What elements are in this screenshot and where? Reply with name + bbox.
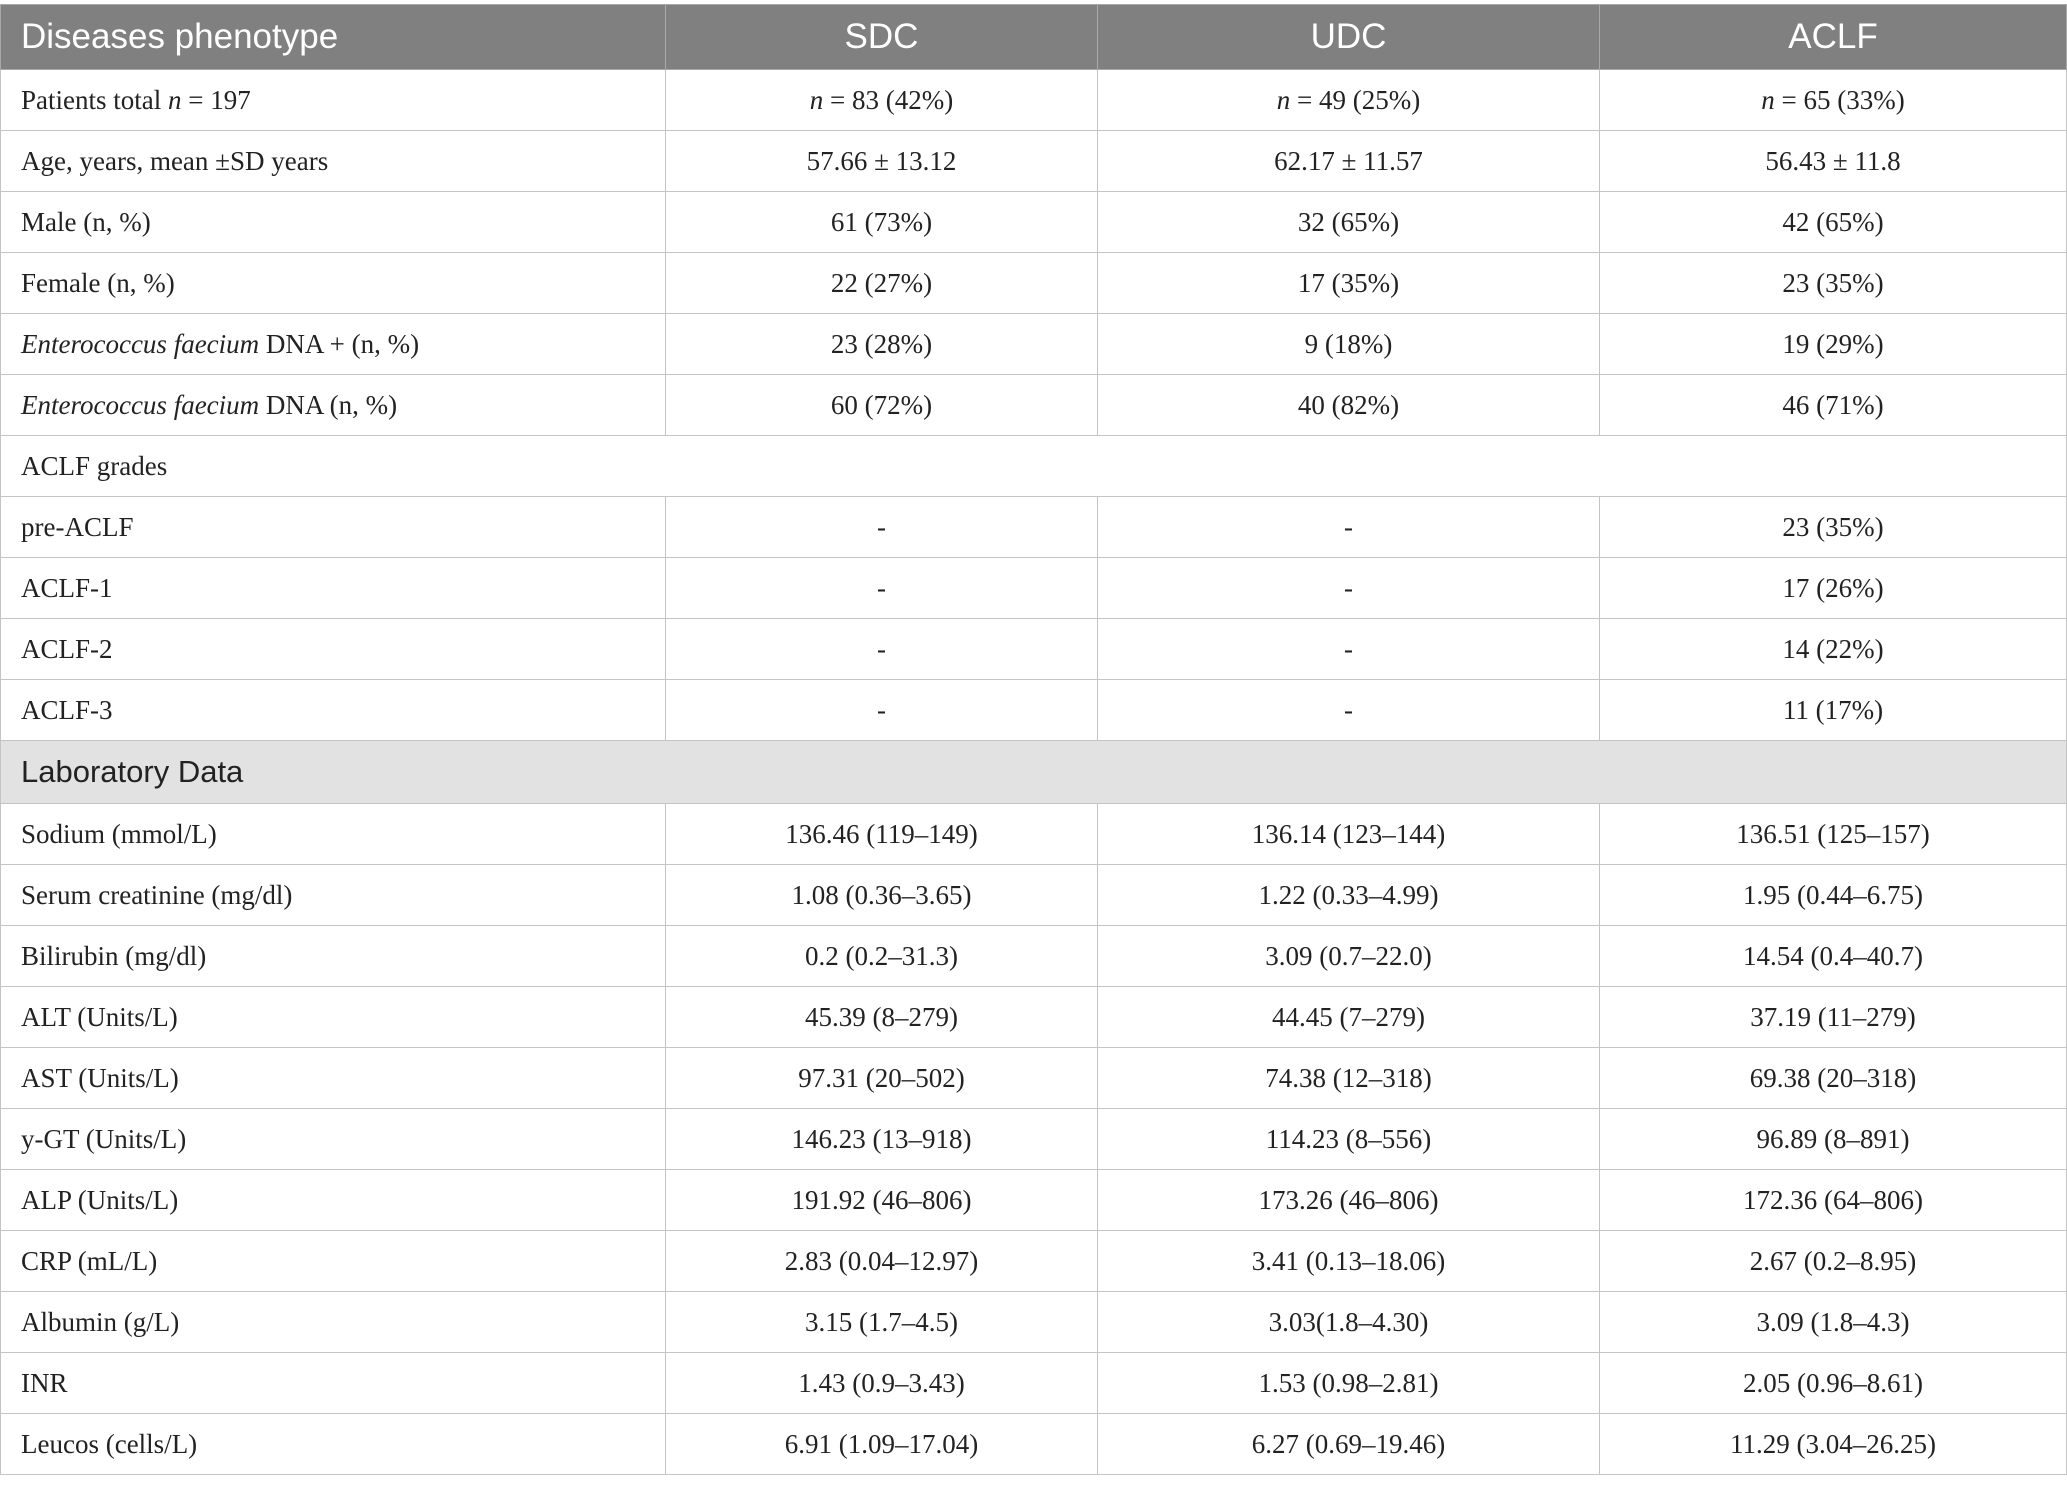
cell-udc: 1.53 (0.98–2.81) [1098, 1353, 1600, 1414]
laboratory-data-section [1, 741, 2067, 804]
cell-aclf: 23 (35%) [1600, 253, 2067, 314]
table-row [1, 680, 2067, 741]
cell-aclf: 46 (71%) [1600, 375, 2067, 436]
table-row [1, 70, 2067, 131]
cell-aclf: 96.89 (8–891) [1600, 1109, 2067, 1170]
cell-aclf: 42 (65%) [1600, 192, 2067, 253]
cell-sdc: 45.39 (8–279) [666, 987, 1098, 1048]
table-row [1, 926, 2067, 987]
cell-aclf: 69.38 (20–318) [1600, 1048, 2067, 1109]
row-label: Bilirubin (mg/dl) [1, 926, 666, 987]
cell-udc: 136.14 (123–144) [1098, 804, 1600, 865]
row-label: y-GT (Units/L) [1, 1109, 666, 1170]
cell-aclf: 37.19 (11–279) [1600, 987, 2067, 1048]
table-row [1, 1231, 2067, 1292]
cell-italic: n [1761, 84, 1775, 115]
row-label [1, 314, 666, 375]
cell-sdc: 0.2 (0.2–31.3) [666, 926, 1098, 987]
cell-udc: 9 (18%) [1098, 314, 1600, 375]
table-row [1, 314, 2067, 375]
table-row [1, 1109, 2067, 1170]
label-text: = 197 [181, 84, 251, 115]
cell-aclf: 14.54 (0.4–40.7) [1600, 926, 2067, 987]
table-row [1, 619, 2067, 680]
row-label [1, 70, 666, 131]
row-label: Leucos (cells/L) [1, 1414, 666, 1475]
cell-text: = 65 (33%) [1774, 84, 1905, 115]
cell-sdc: 23 (28%) [666, 314, 1098, 375]
table-row [1, 192, 2067, 253]
cell-udc: - [1098, 497, 1600, 558]
cell-aclf [1600, 70, 2067, 131]
row-label: ALP (Units/L) [1, 1170, 666, 1231]
cell-udc: 3.03(1.8–4.30) [1098, 1292, 1600, 1353]
aclf-grades-row [1, 436, 2067, 497]
cell-udc: 17 (35%) [1098, 253, 1600, 314]
cell-sdc: 61 (73%) [666, 192, 1098, 253]
cell-aclf: 1.95 (0.44–6.75) [1600, 865, 2067, 926]
cell-italic: n [809, 84, 824, 115]
table-row [1, 253, 2067, 314]
table-row [1, 375, 2067, 436]
row-label: ACLF-2 [1, 619, 666, 680]
cell-sdc: 1.43 (0.9–3.43) [666, 1353, 1098, 1414]
cell-udc: 40 (82%) [1098, 375, 1600, 436]
cell-aclf: 14 (22%) [1600, 619, 2067, 680]
cell-aclf: 56.43 ± 11.8 [1600, 131, 2067, 192]
cell-aclf: 3.09 (1.8–4.3) [1600, 1292, 2067, 1353]
table-row [1, 1353, 2067, 1414]
cell-text: = 49 (25%) [1290, 84, 1421, 115]
cell-aclf: 11 (17%) [1600, 680, 2067, 741]
cell-udc: 3.09 (0.7–22.0) [1098, 926, 1600, 987]
cell-sdc: 60 (72%) [666, 375, 1098, 436]
cell-udc: 32 (65%) [1098, 192, 1600, 253]
cell-sdc: 2.83 (0.04–12.97) [666, 1231, 1098, 1292]
table-container [0, 4, 2067, 1475]
row-label: Male (n, %) [1, 192, 666, 253]
table-row [1, 804, 2067, 865]
row-label [1, 375, 666, 436]
patient-characteristics-table [0, 4, 2067, 1475]
row-label: Age, years, mean ±SD years [1, 131, 666, 192]
cell-sdc: 22 (27%) [666, 253, 1098, 314]
table-row [1, 865, 2067, 926]
cell-sdc: - [666, 558, 1098, 619]
cell-aclf: 23 (35%) [1600, 497, 2067, 558]
row-label: pre-ACLF [1, 497, 666, 558]
label-text: Patients total [21, 84, 168, 115]
row-label: AST (Units/L) [1, 1048, 666, 1109]
cell-italic: n [1276, 84, 1291, 115]
cell-sdc: - [666, 619, 1098, 680]
table-row [1, 1048, 2067, 1109]
cell-sdc: - [666, 680, 1098, 741]
label-italic: Enterococcus faecium [21, 389, 260, 420]
cell-udc [1098, 70, 1600, 131]
cell-sdc: 136.46 (119–149) [666, 804, 1098, 865]
label-italic: n [167, 84, 182, 115]
cell-text: = 83 (42%) [823, 84, 954, 115]
row-label: ACLF-3 [1, 680, 666, 741]
cell-sdc: 146.23 (13–918) [666, 1109, 1098, 1170]
aclf-grades-label: ACLF grades [1, 436, 2067, 497]
header-diseases-phenotype: Diseases phenotype [1, 5, 666, 70]
row-label: CRP (mL/L) [1, 1231, 666, 1292]
cell-udc: - [1098, 680, 1600, 741]
cell-aclf: 2.05 (0.96–8.61) [1600, 1353, 2067, 1414]
header-sdc: SDC [666, 5, 1098, 70]
cell-sdc: 1.08 (0.36–3.65) [666, 865, 1098, 926]
cell-aclf: 172.36 (64–806) [1600, 1170, 2067, 1231]
table-row [1, 1170, 2067, 1231]
row-label: INR [1, 1353, 666, 1414]
table-row [1, 558, 2067, 619]
table-row [1, 131, 2067, 192]
cell-aclf: 19 (29%) [1600, 314, 2067, 375]
cell-sdc: 6.91 (1.09–17.04) [666, 1414, 1098, 1475]
cell-udc: 6.27 (0.69–19.46) [1098, 1414, 1600, 1475]
cell-sdc: - [666, 497, 1098, 558]
cell-sdc: 57.66 ± 13.12 [666, 131, 1098, 192]
table-row [1, 497, 2067, 558]
cell-aclf: 2.67 (0.2–8.95) [1600, 1231, 2067, 1292]
cell-udc: 114.23 (8–556) [1098, 1109, 1600, 1170]
cell-aclf: 17 (26%) [1600, 558, 2067, 619]
label-text: DNA (n, %) [259, 389, 398, 420]
header-aclf: ACLF [1600, 5, 2067, 70]
header-udc: UDC [1098, 5, 1600, 70]
cell-sdc: 97.31 (20–502) [666, 1048, 1098, 1109]
table-row [1, 1292, 2067, 1353]
cell-udc: - [1098, 558, 1600, 619]
cell-aclf: 136.51 (125–157) [1600, 804, 2067, 865]
cell-udc: 44.45 (7–279) [1098, 987, 1600, 1048]
cell-udc: 62.17 ± 11.57 [1098, 131, 1600, 192]
section-title: Laboratory Data [1, 741, 2067, 804]
cell-udc: 3.41 (0.13–18.06) [1098, 1231, 1600, 1292]
cell-sdc: 191.92 (46–806) [666, 1170, 1098, 1231]
row-label: Sodium (mmol/L) [1, 804, 666, 865]
label-text: DNA + (n, %) [259, 328, 420, 359]
row-label: Female (n, %) [1, 253, 666, 314]
row-label: ACLF-1 [1, 558, 666, 619]
cell-sdc [666, 70, 1098, 131]
cell-udc: 173.26 (46–806) [1098, 1170, 1600, 1231]
row-label: ALT (Units/L) [1, 987, 666, 1048]
table-row [1, 987, 2067, 1048]
label-italic: Enterococcus faecium [21, 328, 260, 359]
header-row [1, 5, 2067, 70]
row-label: Serum creatinine (mg/dl) [1, 865, 666, 926]
cell-aclf: 11.29 (3.04–26.25) [1600, 1414, 2067, 1475]
table-row [1, 1414, 2067, 1475]
row-label: Albumin (g/L) [1, 1292, 666, 1353]
cell-udc: - [1098, 619, 1600, 680]
cell-sdc: 3.15 (1.7–4.5) [666, 1292, 1098, 1353]
cell-udc: 1.22 (0.33–4.99) [1098, 865, 1600, 926]
cell-udc: 74.38 (12–318) [1098, 1048, 1600, 1109]
